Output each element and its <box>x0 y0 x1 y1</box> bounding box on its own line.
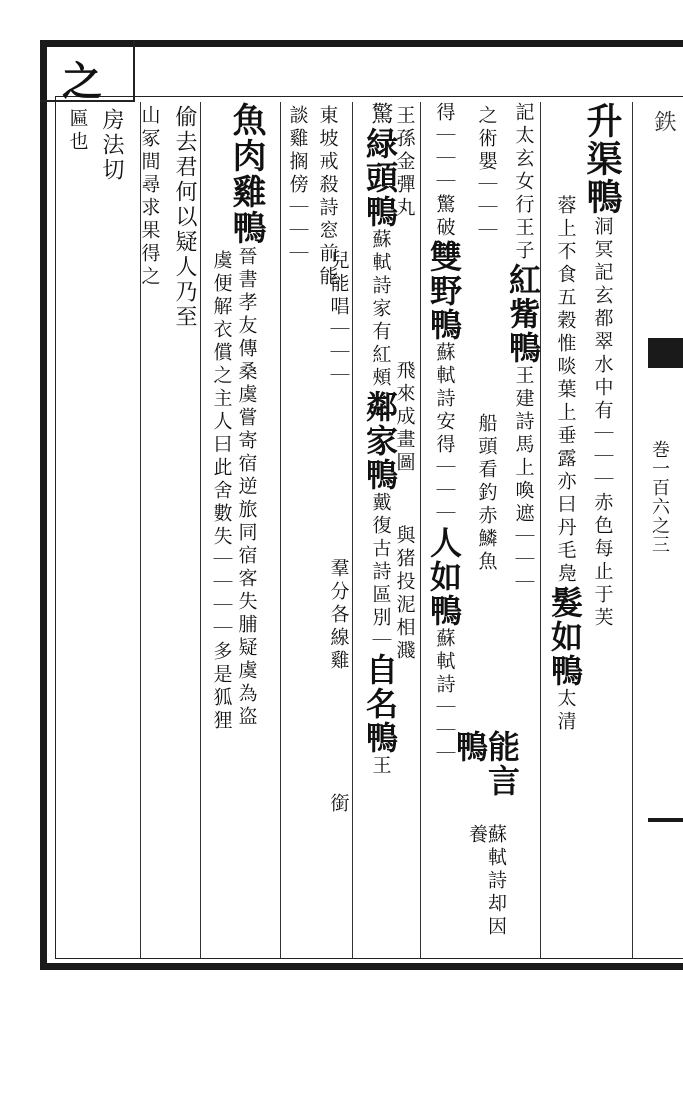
entry-text: 談雞搁傍｜｜｜ <box>286 105 309 266</box>
entry-text: 羣分各線雞 <box>327 558 350 673</box>
entry-text: 匾也 <box>66 108 89 154</box>
entry-text: 蘇軾詩｜｜｜ <box>433 628 456 766</box>
text-column-12 <box>206 250 236 1100</box>
entry-heading: 髮如鴨 <box>546 586 584 688</box>
entry-text: 洞冥記玄都翠水中有｜｜｜赤色每止于芙 <box>591 216 614 630</box>
inner-border-left <box>55 96 56 958</box>
column-divider <box>632 102 633 958</box>
text-column-16 <box>62 108 92 958</box>
entry-text: 船頭看釣赤鱗魚 <box>475 413 498 574</box>
side-header-top: 鉄 <box>651 110 676 133</box>
text-column-4b <box>451 730 521 950</box>
entry-text: 虞便解衣償之主人曰此舍數失｜｜｜｜多是狐狸 <box>210 250 233 733</box>
entry-text: 蘇軾詩安得｜｜｜ <box>433 342 456 526</box>
entry-text: 王孫金彈丸 <box>393 105 416 220</box>
inner-border-top <box>55 96 683 97</box>
entry-text: 與猪投泥相濺 <box>393 525 416 663</box>
text-column-1 <box>582 102 622 952</box>
inner-border-bottom <box>55 958 683 959</box>
column-divider <box>280 102 281 958</box>
entry-text: 之術嬰｜｜｜ <box>475 105 498 243</box>
entry-text: 房法切 <box>99 108 124 183</box>
side-black-fish-tail <box>648 338 683 368</box>
chapter-mark: 之 <box>62 58 102 105</box>
entry-text: 王 <box>369 755 392 778</box>
entry-heading: 鄰家鴨 <box>361 390 399 492</box>
entry-text: 東坡戒殺詩窓前能 <box>316 105 339 289</box>
entry-heading: 魚肉雞鴨 <box>226 102 266 246</box>
entry-text: 蘇軾詩家有紅頰 <box>369 229 392 390</box>
entry-text: 蘇軾詩却因養 <box>466 823 507 939</box>
text-column-9 <box>312 105 342 955</box>
entry-text: 晉書孝友傳桑虞嘗寄宿逆旅同宿客失脯疑虞為盗 <box>235 246 258 729</box>
entry-text: 戴復古詩區別｜ <box>369 492 392 653</box>
side-volume-label: 巻一百六之三 <box>649 440 670 554</box>
entry-text: 山冢間尋求果得之 <box>138 105 161 289</box>
entry-text: 得｜｜｜驚破 <box>433 102 456 240</box>
text-column-7 <box>360 102 400 952</box>
entry-heading: 人如鴨 <box>425 526 463 628</box>
text-column-3 <box>503 102 543 952</box>
text-column-14 <box>134 105 164 955</box>
entry-text: 飛來成畫圖 <box>393 360 416 475</box>
entry-text: 銜 <box>327 793 350 816</box>
text-column-13 <box>164 105 204 955</box>
entry-text: 蓉上不食五穀惟啖葉上垂露亦曰丹毛鳧 <box>554 195 577 586</box>
text-column-10 <box>282 105 312 955</box>
entry-text: 記太玄女行王子 <box>512 102 535 263</box>
text-column-15 <box>96 108 126 958</box>
entry-text: 王建詩馬上喚遮｜｜｜ <box>512 365 535 595</box>
entry-heading: 驚 <box>368 102 393 127</box>
text-column-5 <box>424 102 464 952</box>
entry-text: 兒能唱｜｜｜ <box>327 250 350 388</box>
entry-heading: 緑頭鴨 <box>361 127 399 229</box>
entry-heading: 自名鴨 <box>361 653 399 755</box>
entry-text: 太清 <box>554 688 577 734</box>
entry-heading: 紅觜鴨 <box>504 263 542 365</box>
text-column-2 <box>545 195 585 1045</box>
entry-text: 偷去君何以疑人乃至 <box>172 105 197 330</box>
side-black-mark <box>648 818 683 822</box>
entry-heading: 能言鴨 <box>451 730 521 798</box>
entry-heading: 雙野鴨 <box>425 240 463 342</box>
entry-heading: 升渠鴨 <box>581 102 623 216</box>
